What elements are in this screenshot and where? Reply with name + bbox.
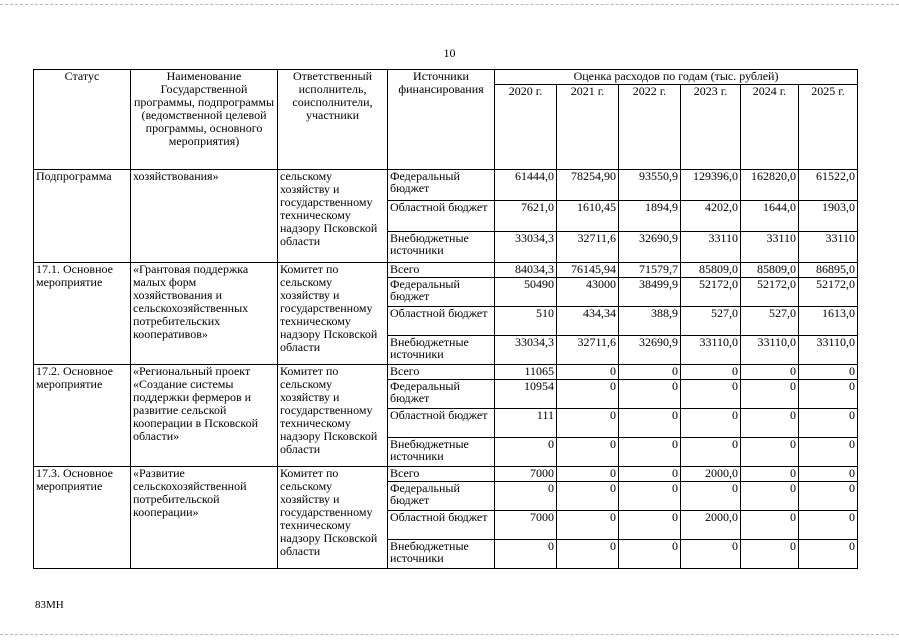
value-cell: 0 (741, 467, 799, 482)
value-cell: 0 (619, 467, 681, 482)
value-cell: 1903,0 (799, 201, 858, 232)
value-cell: 33110,0 (799, 336, 858, 365)
value-cell: 0 (681, 540, 741, 569)
value-cell: 0 (741, 482, 799, 511)
value-cell: 527,0 (741, 307, 799, 336)
value-cell: 0 (799, 409, 858, 438)
name-cell: хозяйствования» (131, 170, 278, 263)
value-cell: 1894,9 (619, 201, 681, 232)
value-cell: 0 (619, 540, 681, 569)
value-cell: 86895,0 (799, 263, 858, 278)
source-cell: Федеральный бюджет (388, 482, 495, 511)
value-cell: 1644,0 (741, 201, 799, 232)
value-cell: 0 (681, 409, 741, 438)
header-year: 2024 г. (741, 85, 799, 170)
header-year: 2020 г. (495, 85, 557, 170)
value-cell: 0 (619, 365, 681, 380)
table-row (34, 263, 858, 278)
value-cell: 0 (619, 438, 681, 467)
value-cell: 0 (619, 409, 681, 438)
status-cell: 17.2. Основное мероприятие (34, 365, 131, 467)
source-cell: Федеральный бюджет (388, 278, 495, 307)
value-cell: 11065 (495, 365, 557, 380)
source-cell: Внебюджетные источники (388, 438, 495, 467)
executor-cell: Комитет по сельскому хозяйству и государственному техническому надзору Псковской области (278, 467, 388, 569)
source-cell: Областной бюджет (388, 307, 495, 336)
header-year: 2021 г. (557, 85, 619, 170)
value-cell: 0 (741, 365, 799, 380)
header-name: Наименование Государственной программы, подпрограммы (ведомственной целевой программы, основного мероприятия) (131, 70, 278, 170)
value-cell: 33110 (681, 232, 741, 263)
header-sources: Источники финансирования (388, 70, 495, 170)
value-cell: 527,0 (681, 307, 741, 336)
table-row (34, 467, 858, 482)
scan-edge-bottom (0, 634, 899, 635)
value-cell: 33110 (799, 232, 858, 263)
value-cell: 0 (681, 482, 741, 511)
source-cell: Областной бюджет (388, 511, 495, 540)
value-cell: 111 (495, 409, 557, 438)
value-cell: 32711,6 (557, 232, 619, 263)
value-cell: 0 (495, 540, 557, 569)
value-cell: 38499,9 (619, 278, 681, 307)
value-cell: 4202,0 (681, 201, 741, 232)
value-cell: 0 (799, 511, 858, 540)
value-cell: 0 (799, 438, 858, 467)
status-cell: 17.1. Основное мероприятие (34, 263, 131, 365)
value-cell: 0 (799, 365, 858, 380)
source-cell: Внебюджетные источники (388, 540, 495, 569)
value-cell: 0 (741, 511, 799, 540)
value-cell: 0 (681, 438, 741, 467)
name-cell: «Региональный проект «Создание системы поддержки фермеров и развитие сельской кооперации в Псковской области» (131, 365, 278, 467)
value-cell: 52172,0 (681, 278, 741, 307)
scan-edge-top (0, 4, 899, 5)
source-cell: Федеральный бюджет (388, 170, 495, 201)
value-cell: 52172,0 (741, 278, 799, 307)
value-cell: 0 (741, 438, 799, 467)
value-cell: 0 (741, 540, 799, 569)
source-cell: Областной бюджет (388, 409, 495, 438)
header-estimate: Оценка расходов по годам (тыс. рублей) (495, 70, 858, 85)
value-cell: 0 (799, 380, 858, 409)
value-cell: 85809,0 (741, 263, 799, 278)
table-row (34, 170, 858, 201)
value-cell: 33110,0 (741, 336, 799, 365)
value-cell: 0 (557, 482, 619, 511)
status-cell: Подпрограмма (34, 170, 131, 263)
value-cell: 2000,0 (681, 467, 741, 482)
value-cell: 10954 (495, 380, 557, 409)
value-cell: 32690,9 (619, 232, 681, 263)
value-cell: 76145,94 (557, 263, 619, 278)
value-cell: 0 (681, 380, 741, 409)
value-cell: 7000 (495, 511, 557, 540)
value-cell: 0 (557, 409, 619, 438)
source-cell: Областной бюджет (388, 201, 495, 232)
value-cell: 0 (799, 467, 858, 482)
source-cell: Всего (388, 467, 495, 482)
source-cell: Внебюджетные источники (388, 336, 495, 365)
value-cell: 0 (495, 438, 557, 467)
value-cell: 50490 (495, 278, 557, 307)
value-cell: 0 (557, 380, 619, 409)
value-cell: 0 (557, 540, 619, 569)
value-cell: 32690,9 (619, 336, 681, 365)
name-cell: «Развитие сельскохозяйственной потребительской кооперации» (131, 467, 278, 569)
value-cell: 33110 (741, 232, 799, 263)
value-cell: 1610,45 (557, 201, 619, 232)
value-cell: 434,34 (557, 307, 619, 336)
value-cell: 0 (799, 540, 858, 569)
value-cell: 0 (619, 380, 681, 409)
value-cell: 0 (741, 409, 799, 438)
value-cell: 33034,3 (495, 232, 557, 263)
value-cell: 388,9 (619, 307, 681, 336)
value-cell: 129396,0 (681, 170, 741, 201)
page-number: 10 (443, 46, 456, 60)
header-year: 2025 г. (799, 85, 858, 170)
executor-cell: сельскому хозяйству и государственному техническому надзору Псковской области (278, 170, 388, 263)
value-cell: 71579,7 (619, 263, 681, 278)
value-cell: 0 (495, 482, 557, 511)
value-cell: 33034,3 (495, 336, 557, 365)
header-executor: Ответственный исполнитель, соисполнители, участники (278, 70, 388, 170)
source-cell: Всего (388, 365, 495, 380)
header-year: 2022 г. (619, 85, 681, 170)
value-cell: 2000,0 (681, 511, 741, 540)
value-cell: 43000 (557, 278, 619, 307)
footer-code: 83МН (35, 599, 64, 611)
value-cell: 0 (557, 365, 619, 380)
value-cell: 510 (495, 307, 557, 336)
value-cell: 61444,0 (495, 170, 557, 201)
value-cell: 7000 (495, 467, 557, 482)
header-year: 2023 г. (681, 85, 741, 170)
header-status: Статус (34, 70, 131, 170)
value-cell: 0 (619, 482, 681, 511)
value-cell: 1613,0 (799, 307, 858, 336)
value-cell: 0 (557, 511, 619, 540)
value-cell: 0 (799, 482, 858, 511)
name-cell: «Грантовая поддержка малых форм хозяйствования и сельскохозяйственных потребительских кооперативов» (131, 263, 278, 365)
value-cell: 0 (557, 438, 619, 467)
source-cell: Внебюджетные источники (388, 232, 495, 263)
expenses-table (33, 69, 858, 569)
value-cell: 0 (557, 467, 619, 482)
value-cell: 32711,6 (557, 336, 619, 365)
executor-cell: Комитет по сельскому хозяйству и государственному техническому надзору Псковской области (278, 365, 388, 467)
value-cell: 7621,0 (495, 201, 557, 232)
value-cell: 93550,9 (619, 170, 681, 201)
value-cell: 61522,0 (799, 170, 858, 201)
table-row (34, 365, 858, 380)
value-cell: 162820,0 (741, 170, 799, 201)
value-cell: 0 (619, 511, 681, 540)
value-cell: 84034,3 (495, 263, 557, 278)
executor-cell: Комитет по сельскому хозяйству и государственному техническому надзору Псковской области (278, 263, 388, 365)
value-cell: 78254,90 (557, 170, 619, 201)
value-cell: 0 (741, 380, 799, 409)
value-cell: 0 (681, 365, 741, 380)
status-cell: 17.3. Основное мероприятие (34, 467, 131, 569)
value-cell: 52172,0 (799, 278, 858, 307)
value-cell: 33110,0 (681, 336, 741, 365)
source-cell: Всего (388, 263, 495, 278)
source-cell: Федеральный бюджет (388, 380, 495, 409)
value-cell: 85809,0 (681, 263, 741, 278)
